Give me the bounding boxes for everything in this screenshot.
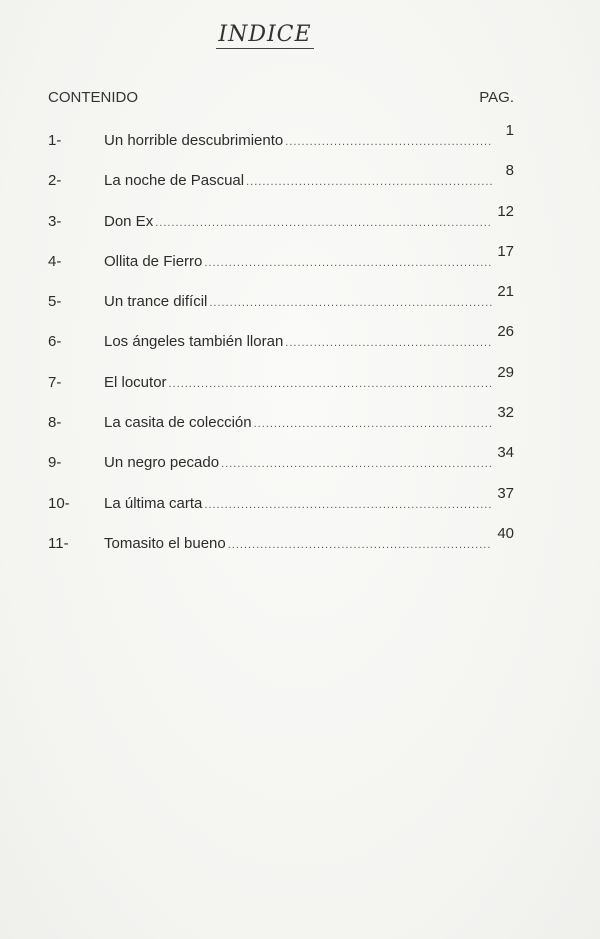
entry-number: 1-	[48, 132, 62, 149]
entry-number: 6-	[48, 333, 62, 351]
toc-entry	[48, 483, 514, 523]
toc-entry	[48, 160, 514, 200]
entry-line	[104, 213, 492, 230]
entry-number: 4-	[48, 252, 62, 270]
toc-header	[48, 89, 514, 109]
entry-line	[104, 132, 492, 149]
entry-page-number: 12	[497, 202, 514, 220]
page-title-text: INDICE	[216, 23, 313, 49]
toc-entry	[48, 241, 514, 281]
entry-page-number: 17	[497, 242, 514, 260]
entry-number: 5-	[48, 293, 62, 311]
entry-number: 11-	[48, 534, 69, 552]
entry-number: 10-	[48, 494, 70, 512]
entry-number: 3-	[48, 212, 62, 230]
dot-leader	[228, 539, 492, 551]
entry-page-number: 29	[497, 363, 514, 381]
toc-entry	[48, 362, 514, 402]
dot-leader	[285, 136, 492, 148]
toc-entry	[48, 120, 514, 160]
entry-line	[104, 535, 492, 552]
entry-page-number: 40	[497, 524, 514, 542]
entry-line	[104, 414, 492, 431]
dot-leader	[169, 378, 492, 390]
dot-leader	[155, 217, 492, 229]
entry-line	[104, 253, 492, 270]
dot-leader	[209, 297, 492, 309]
entry-line	[104, 293, 492, 310]
entry-number: 7-	[48, 373, 62, 391]
table-of-contents	[48, 120, 514, 563]
entry-line	[104, 495, 492, 512]
entry-title: La última carta	[104, 494, 203, 512]
dot-leader	[221, 458, 492, 470]
dot-leader	[285, 337, 492, 349]
entry-line	[104, 374, 492, 391]
entry-page-number: 21	[497, 283, 514, 301]
header-contents-label: CONTENIDO	[48, 89, 138, 106]
entry-title: Un negro pecado	[104, 454, 220, 472]
entry-title: Tomasito el bueno	[104, 534, 226, 552]
entry-title: La noche de Pascual	[104, 172, 245, 190]
entry-page-number: 32	[497, 404, 514, 422]
header-page-label: PAG.	[479, 89, 514, 106]
entry-number: 9-	[48, 454, 62, 472]
entry-line	[104, 333, 492, 350]
toc-entry	[48, 321, 514, 361]
entry-page-number: 26	[497, 323, 514, 341]
entry-page-number: 1	[505, 122, 514, 139]
entry-title: Un horrible descubrimiento	[104, 132, 284, 149]
entry-number: 8-	[48, 414, 62, 432]
entry-page-number: 8	[505, 162, 514, 180]
entry-number: 2-	[48, 172, 62, 190]
toc-entry	[48, 402, 514, 442]
dot-leader	[254, 418, 492, 430]
entry-line	[104, 172, 492, 189]
entry-title: Ollita de Fierro	[104, 252, 203, 270]
dot-leader	[246, 176, 492, 188]
entry-title: Don Ex	[104, 212, 154, 230]
dot-leader	[204, 499, 492, 511]
entry-title: Un trance difícil	[104, 293, 208, 311]
entry-title: La casita de colección	[104, 414, 252, 432]
toc-entry	[48, 442, 514, 482]
entry-title: El locutor	[104, 373, 167, 391]
entry-title: Los ángeles también lloran	[104, 333, 284, 351]
entry-line	[104, 454, 492, 471]
toc-entry	[48, 281, 514, 321]
toc-entry	[48, 201, 514, 241]
entry-page-number: 34	[497, 444, 514, 462]
dot-leader	[204, 257, 492, 269]
entry-page-number: 37	[497, 484, 514, 502]
toc-entry	[48, 523, 514, 563]
page-title	[0, 22, 530, 49]
